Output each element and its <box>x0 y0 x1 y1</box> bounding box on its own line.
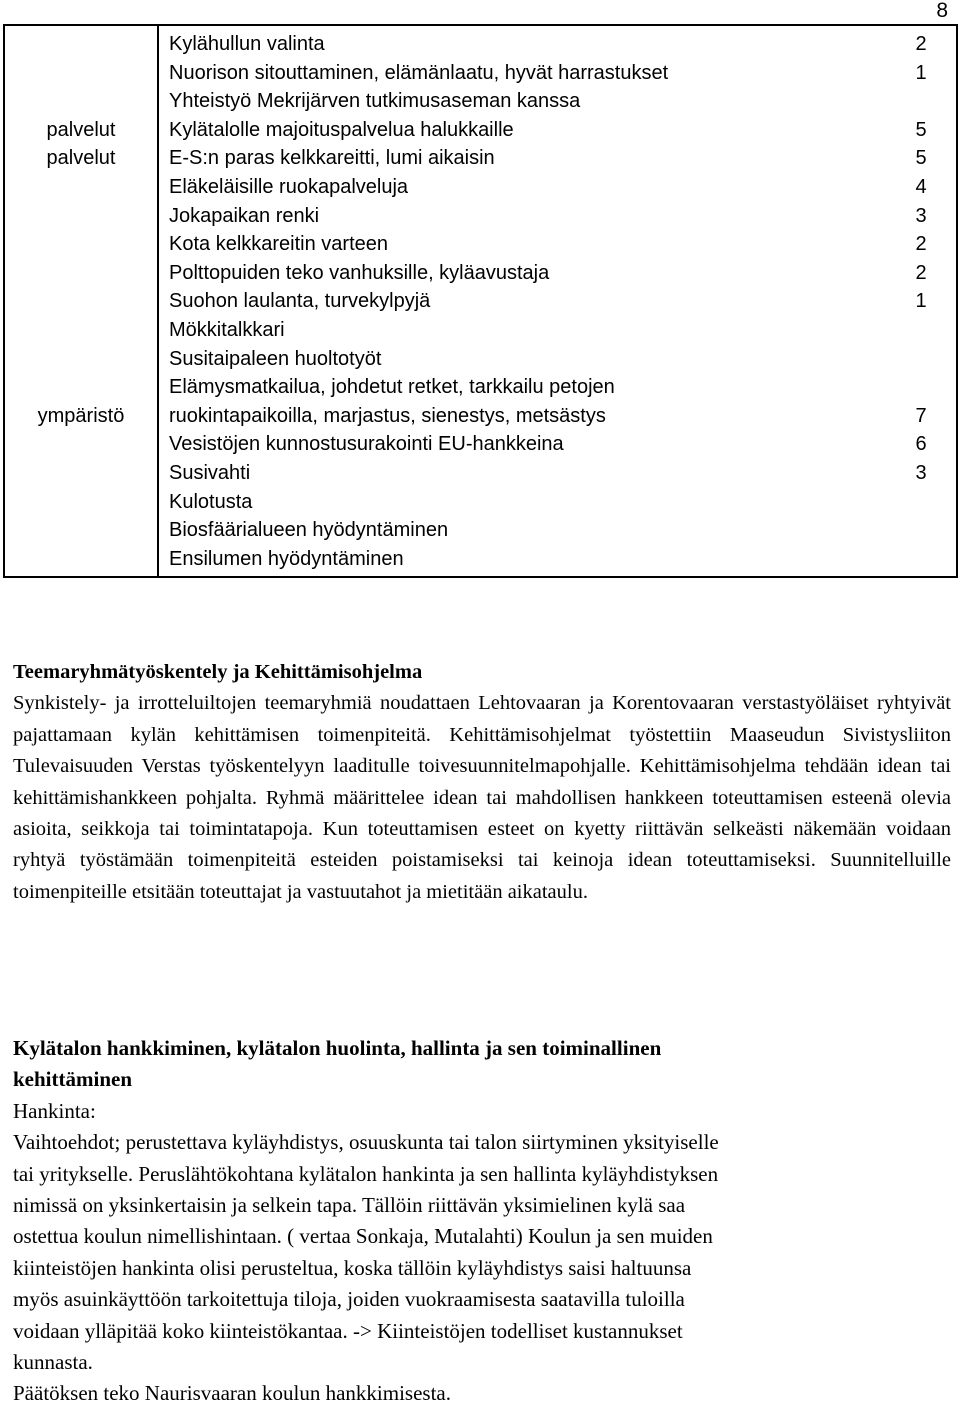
category-cell <box>4 25 158 59</box>
table-row <box>4 59 957 88</box>
table-row <box>4 173 957 202</box>
subheading-hankinta: Hankinta: <box>13 1098 96 1123</box>
idea-line: E-S:n paras kelkkareitti, lumi aikaisin <box>169 147 495 170</box>
table-row <box>4 373 957 430</box>
text-line: voidaan ylläpitää koko kiinteistökantaa. -> Kiinteistöjen todelliset kustannukset <box>13 1318 683 1343</box>
idea-cell <box>158 144 886 173</box>
idea-line: Suohon laulanta, turvekylpyjä <box>169 290 431 313</box>
category-cell <box>4 316 158 345</box>
idea-cell <box>158 373 886 430</box>
table-row <box>4 25 957 59</box>
idea-line: Polttopuiden teko vanhuksille, kyläavustaja <box>169 261 550 284</box>
score-cell: 2 <box>915 33 927 55</box>
category-cell: palvelut <box>4 144 158 173</box>
table-row <box>4 488 957 517</box>
idea-line: ruokintapaikoilla, marjastus, sienestys, metsästys <box>169 404 606 427</box>
idea-line: Kylähullun valinta <box>169 33 325 55</box>
score-cell: 3 <box>915 461 927 484</box>
idea-line: Mökkitalkkari <box>169 318 285 341</box>
table-row <box>4 116 957 145</box>
idea-cell <box>158 459 886 488</box>
text-line: kunnasta. <box>13 1350 93 1375</box>
idea-cell <box>158 25 886 59</box>
table-row <box>4 87 957 116</box>
category-cell <box>4 516 158 545</box>
table-row <box>4 202 957 231</box>
score-cell: 5 <box>915 118 927 141</box>
category-cell <box>4 430 158 459</box>
heading-line: Kylätalon hankkiminen, kylätalon huolinta, hallinta ja sen toiminallinen <box>13 1036 662 1060</box>
table-row <box>4 259 957 288</box>
score-cell <box>886 488 957 517</box>
section-body <box>13 688 951 908</box>
section-heading <box>13 1033 951 1096</box>
category-cell <box>4 488 158 517</box>
idea-line: Biosfäärialueen hyödyntäminen <box>169 519 449 542</box>
score-cell <box>886 345 957 374</box>
category-cell <box>4 545 158 578</box>
category-cell: ympäristö <box>4 373 158 430</box>
idea-cell <box>158 430 886 459</box>
idea-cell <box>158 516 886 545</box>
table-row <box>4 345 957 374</box>
score-cell <box>886 545 957 578</box>
page-number: 8 <box>936 0 948 22</box>
section-kylatalon-hankkiminen <box>13 1033 951 1410</box>
idea-cell <box>158 59 886 88</box>
idea-line: Jokapaikan renki <box>169 204 320 227</box>
section-heading: Teemaryhmätyöskentely ja Kehittämisohjelma <box>13 661 423 683</box>
score-cell: 7 <box>915 404 927 427</box>
category-cell <box>4 173 158 202</box>
score-cell: 6 <box>915 433 927 456</box>
table-row <box>4 545 957 578</box>
idea-cell <box>158 202 886 231</box>
category-cell <box>4 87 158 116</box>
paragraph: Synkistely- ja irrotteluiltojen teemaryhmiä noudattaen Lehtovaaran ja Korentovaaran verstastyöläiset ryhtyivät pajattamaan kylän kehittämisen toimenpiteitä. Kehittämisohjelmat työstettiin Maaseudun Sivistysliiton Tulevaisuuden Verstas työskentelyyn laaditulle toivesuunnitelmapohjalle. Kehittämisohjelma tehdään idean tai kehittämishankkeen pohjalta. Ryhmä määrittelee idean tai mahdollisen hankkeen toteuttamisen esteenä olevia asioita, seikkoja tai toimintatapoja. Kun toteuttamisen esteet on kyetty riittävän selkeästi näkemään voidaan ryhtyä työstämään toimenpiteitä esteiden poistamiseksi tai keinoja idean toteuttamiseksi. Suunnitelluille toimenpiteille etsitään toteuttajat ja vastuutahot ja mietitään aikataulu. <box>13 692 951 903</box>
idea-cell <box>158 488 886 517</box>
text-line: myös asuinkäyttöön tarkoitettuja tiloja, joiden vuokraamisesta saatavilla tuloilla <box>13 1287 685 1312</box>
score-cell: 3 <box>915 204 927 227</box>
score-cell: 1 <box>915 290 927 313</box>
category-cell <box>4 59 158 88</box>
idea-cell <box>158 116 886 145</box>
text-line: nimissä on yksinkertaisin ja selkein tapa. Tällöin riittävän yksimielinen kylä saa <box>13 1193 686 1218</box>
text-line: tai yritykselle. Peruslähtökohtana kylätalon hankinta ja sen hallinta kyläyhdistyksen <box>13 1161 719 1186</box>
heading-line: kehittäminen <box>13 1067 133 1092</box>
idea-line: Nuorison sitouttaminen, elämänlaatu, hyvät harrastukset <box>169 61 669 84</box>
score-cell: 1 <box>915 61 927 84</box>
score-cell <box>886 516 957 545</box>
idea-cell <box>158 173 886 202</box>
idea-cell <box>158 316 886 345</box>
category-cell <box>4 287 158 316</box>
text-line: kiinteistöjen hankinta olisi perusteltua, koska tällöin kyläyhdistys saisi haltuunsa <box>13 1255 692 1280</box>
idea-cell <box>158 545 886 578</box>
idea-line: Elämysmatkailua, johdetut retket, tarkkailu petojen <box>169 376 615 399</box>
idea-cell <box>158 230 886 259</box>
category-cell: palvelut <box>4 116 158 145</box>
table-row <box>4 287 957 316</box>
idea-line: Yhteistyö Mekrijärven tutkimusaseman kanssa <box>169 90 581 113</box>
table-row <box>4 459 957 488</box>
section-body <box>13 1127 951 1410</box>
idea-cell <box>158 287 886 316</box>
text-line: Vaihtoehdot; perustettava kyläyhdistys, osuuskunta tai talon siirtyminen yksityiselle <box>13 1130 719 1155</box>
section-teemaryhmatyoskentely <box>13 657 951 908</box>
text-line: Päätöksen teko Naurisvaaran koulun hankkimisesta. <box>13 1381 451 1406</box>
idea-line: Kylätalolle majoituspalvelua halukkaille <box>169 118 514 141</box>
category-cell <box>4 202 158 231</box>
table-row <box>4 316 957 345</box>
score-cell <box>886 316 957 345</box>
idea-line: Eläkeläisille ruokapalveluja <box>169 175 409 198</box>
table-row <box>4 230 957 259</box>
score-cell: 2 <box>915 261 927 284</box>
score-cell <box>886 87 957 116</box>
score-cell: 5 <box>915 147 927 170</box>
ideas-table-body <box>4 25 957 577</box>
idea-line: Vesistöjen kunnostusurakointi EU-hankkeina <box>169 433 564 456</box>
idea-line: Kulotusta <box>169 490 253 513</box>
score-cell: 2 <box>915 233 927 256</box>
idea-cell <box>158 87 886 116</box>
category-cell <box>4 345 158 374</box>
category-cell <box>4 259 158 288</box>
text-line: ostettua koulun nimellishintaan. ( vertaa Sonkaja, Mutalahti) Koulun ja sen muiden <box>13 1224 713 1249</box>
table-row <box>4 430 957 459</box>
idea-cell <box>158 259 886 288</box>
idea-cell <box>158 345 886 374</box>
score-cell: 4 <box>915 175 927 198</box>
table-row <box>4 144 957 173</box>
idea-line: Ensilumen hyödyntäminen <box>169 547 404 570</box>
idea-line: Kota kelkkareitin varteen <box>169 233 389 256</box>
table-row <box>4 516 957 545</box>
category-cell <box>4 459 158 488</box>
ideas-table <box>3 24 958 578</box>
idea-line: Susivahti <box>169 461 251 484</box>
idea-line: Susitaipaleen huoltotyöt <box>169 347 382 370</box>
category-cell <box>4 230 158 259</box>
